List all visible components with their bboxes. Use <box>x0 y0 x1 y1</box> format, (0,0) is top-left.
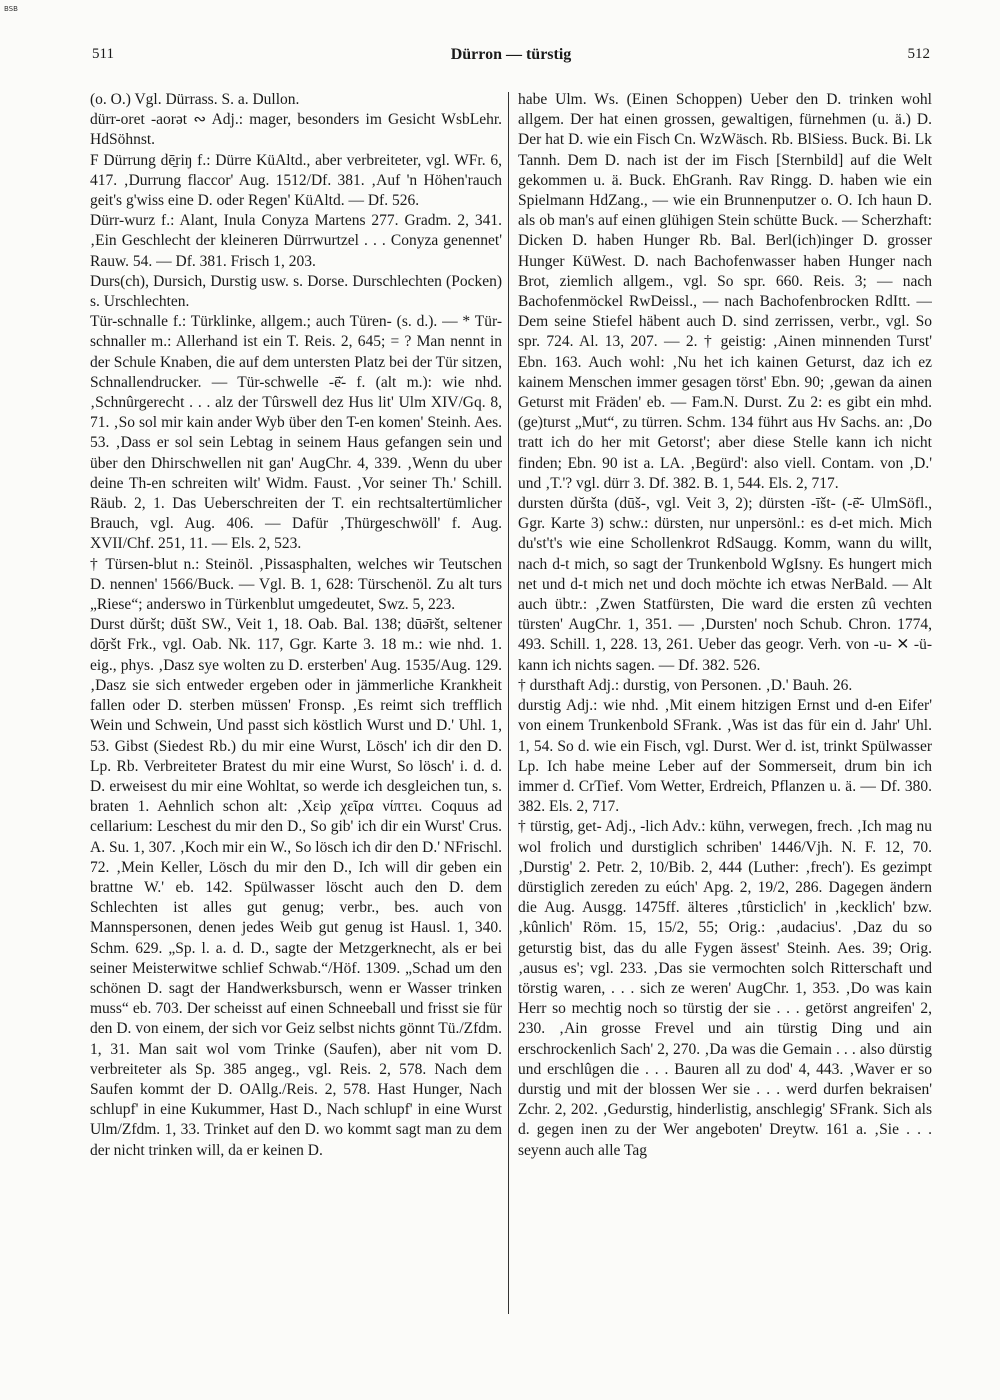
dictionary-entry: Durs(ch), Dursich, Durstig usw. s. Dorse. Durschlechten (Pocken) s. Urschlechten. <box>90 272 502 311</box>
dictionary-entry: † dursthaft Adj.: durstig, von Personen. ‚D.' Bauh. 26. <box>518 676 853 694</box>
dictionary-entry: Tür-schnalle f.: Türklinke, allgem.; auch Türen- (s. d.). — * Tür-schnaller m.: Allerhand ist ein T. Reis. 2, 645; = ? Man nennt in der Schule Knaben, die auf dem untersten Platz bei der Tür sitzen, Schnallendrucker. — Tür-schwelle -ē̆- f. (alt m.): wie nhd. ‚Schnûrgerecht . . . alz der Tûrswell dez Hus lit' Ulm XIV/Gq. 8, 71. ‚So sol mir kain ander Wyb über den T-en komen' Steinh. Aes. 53. ‚Dass er sol sein Lebtag in seinem Haus gefangen sein und über den Dhirschwellen nit gan' AugChr. 4, 339. ‚Wenn du uber deine Th-en schreiten wilt' Widm. Faust. ‚Vor seiner Th.' Schill. Räub. 2, 1. Das Ueberschreiten der T. ein rechtsaltertümlicher Brauch, vgl. Aug. 406. — Dafür ‚Thürgeschwöll' f. Aug. XVII/Chf. 251, 11. — Els. 2, 523. <box>90 313 502 553</box>
dictionary-entry: durstig Adj.: wie nhd. ‚Mit einem hitzigen Ernst und d-en Eifer' von einem Trunkenbold SFrank. ‚Was ist das für ein d. Jahr' Uhl. 1, 54. So d. wie ein Fisch, vgl. Durst. Wer d. ist, trinkt Spülwasser Lp. Ich habe meine Leber auf der Sommerseit, drum bin ich immer d. CrTief. Vom Wetter, Erdreich, Pflanzen u. ä. — Df. 380. 382. Els. 2, 717. <box>518 697 932 816</box>
dictionary-entry: † Türsen-blut n.: Steinöl. ‚Pissasphalten, welches wir Teutschen D. nennen' 1566/Buck. — Vgl. B. 1, 628: Türschenöl. Zu alt turs „Riese“; anderswo in Türkenblut umgedeutet, Swz. 5, 223. <box>90 555 502 614</box>
column-divider <box>508 92 509 1314</box>
dictionary-entry: Durst dŭršt; dūšt SW., Veit 1, 18. Oab. Bal. 138; dūə̄ršt, seltener dō̱ršt Frk., vgl. Oab. Nk. 117, Ggr. Karte 3. 18 m.: wie nhd. 1. eig., phys. ‚Dasz sye wolten zu D. ersterben' Aug. 1535/Aug. 129. ‚Dasz sie sich entweder ergeben oder in jämmerliche Krankheit fallen oder D. sterben müssen' Fronsp. ‚Es reimt sich trefflich Wein und Schwein, Und passt sich köstlich Wurst und D.' Uhl. 1, 53. Gibst (Siedest Rb.) du mir eine Wurst, Lösch' ich dir den D. Lp. Rb. Verbreiteter Bratest du mir eine Wurst, So lösch' i. d. d. D. erweisest du mir eine Wohltat, so werde ich desgleichen tun, s. braten 1. Aehnlich schon alt: ‚Χεὶρ χεῖρα νίπτει. Coquus ad cellarium: Leschest du mir den D., So gib' ich dir ein Wurst' Crus. A. Su. 1, 307. ‚Koch mir ein W., So lösch ich dir den D.' NFrischl. 72. ‚Mein Keller, Lösch du mir den D., Ich will dir geben ein brattne W.' eb. 142. Spülwasser löscht auch den D. dem Schlechten ist alles gut genug; verbr., bes. auch von Mannspersonen, denen jedes Weib gut genug ist Hausl. 1, 340. Schm. 629. „Sp. l. a. d. D., sagte der Metzgerknecht, als er bei seiner Meisterwitwe schlief Schwab.“/Höf. 1309. „Schad um den schönen D. sagt der Handwerksbursch, wenn er Wasser trinken muss“ eb. 703. Der scheisst auf einen Schneeball und frisst sie für den D. von einem, der sich vor Geiz selbst nichts gönnt Tü./Zfdm. 1, 31. Man sait wol vom Trinke (Saufen), aber nit vom D. verbreiteter als Sp. 385 angeg., vgl. Reis. 2, 578. Nach dem Saufen kommt der D. OAllg./Reis. 2, 578. Hast Hunger, Nach schlupf' in eine Kukummer, Hast D., Nach schlupf' in eine Wurst Ulm/Zfdm. 1, 33. Trinket auf den D. wo kommt sagt man zu dem der nicht trinken will, da er keinen D. <box>90 616 502 1159</box>
page-number-right: 512 <box>907 46 930 62</box>
dictionary-entry: F Dürrung dē̱riŋ f.: Dürre KüAltd., aber verbreiteter, vgl. WFr. 6, 417. ‚Durrung flaccor' Aug. 1512/Df. 381. ‚Auf 'n Höhen'rauch geit's g'wiss eine D. oder Regen' KüAltd. — Df. 526. <box>90 151 502 210</box>
left-column <box>90 90 502 1390</box>
dictionary-entry: habe Ulm. Ws. (Einen Schoppen) Ueber den D. trinken wohl allgem. Der hat einen grossen, gewaltigen, fürnehmen (u. ä.) D. Der hat D. wie ein Fisch Cn. WzWäsch. Rb. BlSiess. Buck. Bi. Lk Tannh. Dem D. nach ist der im Fisch [Sternbild] auf die Welt gekommen u. ä. Buck. EhGranh. Rav Ringg. D. haben wie ein Spielmann HdZang., — wie ein Brunnenputzer o. O. Ich haun D. als ob man's auf einen glühigen Stein schütte Buck. — Scherzhaft: Dicken D. haben Hunger Rb. Bal. Berl(ich)inger D. grosser Hunger KüWest. D. nach Bachofenwasser haben Hunger nach Brot, ziemlich allgem., vgl. So spr. 660. Reis. 3; — nach Bachofenmöckel RwDeissl., — nach Bachofenbrocken RdItt. — Dem seine Stiefel häbent auch D. sind zerrissen, verbr., vgl. So spr. 724. Al. 13, 207. — 2. † geistig: ‚Ainen minnenden Turst' Ebn. 163. Auch wohl: ‚Nu het ich kainen Geturst, daz ich ez kainem Menschen immer gesagen törst' Ebn. 90; ‚gewan da ainen Geturst mit Fräden' eb. — Fam.N. Durst. Zu 2: es gibt ein mhd. (ge)turst „Mut“, zu türren. Schm. 134 führt aus Hv Sachs. an: ‚Do tratt ich do her mit Getorst'; aber diese Stelle kann ich nicht finden; Ebn. 90 ist a. LA. ‚Begürd': also viell. Contam. von ‚D.' und ‚T.'? vgl. dürr 3. Df. 382. B. 1, 544. Els. 2, 717. <box>518 91 932 492</box>
dictionary-entry: dursten dŭršta (dūš-, vgl. Veit 3, 2); dürsten -īšt- (-ē̆- UlmSöfl., Ggr. Karte 3) schw.: dürsten, nur unpersönl.: es d-et mich. Mich du'st't's wie eine Schollenkrot RdSaugg. Komm, wann du willt, nach d-t mich, so sagt der Trunkenbold WgIsny. Es hungert mich net und d-t mich net und doch möchte ich etwas NerBald. — Alt auch übtr.: ‚Zwen Statfürsten, Die ward die ersten zû vechten türsten' AugChr. 1, 351. — ‚Dursten' noch Schub. Chron. 1774, 493. Schill. 1, 228. 13, 261. Ueber das geogr. Verh. von -u- ✕ -ü- kann ich nichts sagen. — Df. 382. 526. <box>518 495 932 674</box>
dictionary-entry: dürr-oret -aorət ∾ Adj.: mager, besonders im Gesicht WsbLehr. HdSöhnst. <box>90 111 502 149</box>
dictionary-entry: † türstig, get- Adj., -lich Adv.: kühn, verwegen, frech. ‚Ich mag nu wol frolich und durstiglich schriben' 1446/Vjh. N. F. 12, 70. ‚Durstig' 2. Petr. 2, 10/Bib. 2, 444 (Luther: ‚frech'). Es gezimpt dürstiglich zereden zu eúch' Apg. 2, 19/2, 286. Dagegen ändern die Aug. Ausgg. 1475ff. älteres ‚tûrsticlich' in ‚kecklich' bzw. ‚kûnlich' Röm. 15, 15/2, 55; Orig.: ‚audacius'. ‚Daz du so geturstig bist, das du alle Fygen ässest' Steinh. Aes. 39; Orig. ‚ausus es'; vgl. 233. ‚Das sie vermochten solch Ritterschaft und törstig waren, . . . sich ze weren' AugChr. 1, 353. ‚Do was kain Herr so mechtig noch so türstig der sie . . . getörst angreifen' 2, 230. ‚Ain grosse Frevel und ain türstig Ding und ain erschrockenlich Sach' 2, 270. ‚Da was die Gemain . . . also dürstig und erschlûgen die . . . Bauren all zu dod' 4, 443. ‚Waver er so durstig und mit der blossen Wer sie . . . werd durfen bekraisen' Zchr. 2, 202. ‚Gedurstig, hinderlistig, anschlegig' SFrank. Sich als d. gegen inen zu der Wer angeboten' Dreytw. 161 a. ‚Sie . . . seyenn auch alle Tag <box>518 818 932 1159</box>
page-number-left: 511 <box>92 46 114 62</box>
right-column <box>518 90 932 1390</box>
dictionary-entry: (o. O.) Vgl. Dürrass. S. a. Dullon. <box>90 91 300 108</box>
running-head: Dürron — türstig <box>450 46 572 63</box>
page-header <box>92 46 930 70</box>
dictionary-entry: Dürr-wurz f.: Alant, Inula Conyza Martens 277. Gradm. 2, 341. ‚Ein Geschlecht der kleineren Dürrwurtzel . . . Conyza genennet' Rauw. 54. — Df. 381. Frisch 1, 203. <box>90 212 502 270</box>
library-stamp: BSB <box>4 5 18 13</box>
